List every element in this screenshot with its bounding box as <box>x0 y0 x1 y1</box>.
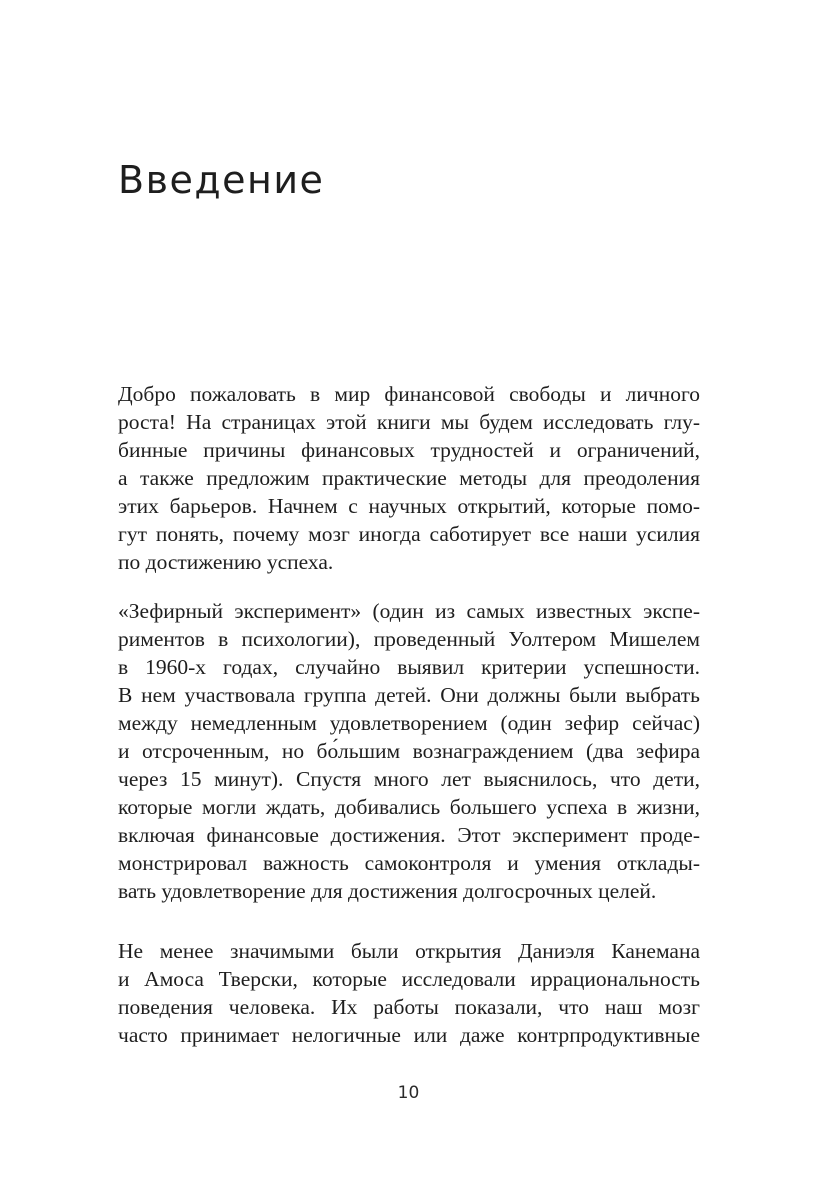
text-line: бинные причины финансовых трудностей и ограничений, <box>118 438 700 462</box>
text-line: вать удовлетворение для достижения долгосрочных целей. <box>118 879 657 903</box>
text-line: которые могли ждать, добивались большего успеха в жизни, <box>118 795 700 819</box>
text-line: часто принимает нелогичные или даже контрпродуктивные <box>118 1023 700 1047</box>
paragraph-1 <box>118 380 700 576</box>
text-line: Добро пожаловать в мир финансовой свободы и личного <box>118 382 700 406</box>
text-line: а также предложим практические методы для преодоления <box>118 466 700 490</box>
text-line: включая финансовые достижения. Этот эксперимент проде- <box>118 823 700 847</box>
chapter-heading: Введение <box>118 158 325 202</box>
text-line: «Зефирный эксперимент» (один из самых известных экспе- <box>118 599 700 623</box>
text-line: между немедленным удовлетворением (один зефир сейчас) <box>118 711 700 735</box>
text-line: в 1960-х годах, случайно выявил критерии успешности. <box>118 655 700 679</box>
text-line: через 15 минут). Спустя много лет выяснилось, что дети, <box>118 767 700 791</box>
text-line: поведения человека. Их работы показали, что наш мозг <box>118 995 700 1019</box>
text-line: и Амоса Тверски, которые исследовали иррациональность <box>118 967 700 991</box>
text-line: роста! На страницах этой книги мы будем исследовать глу- <box>118 410 700 434</box>
text-line: В нем участвовала группа детей. Они должны были выбрать <box>118 683 700 707</box>
text-line: монстрировал важность самоконтроля и умения отклады- <box>118 851 700 875</box>
text-line: риментов в психологии), проведенный Уолтером Мишелем <box>118 627 700 651</box>
text-line: и отсроченным, но бо́льшим вознаграждением (два зефира <box>118 739 700 763</box>
paragraph-3 <box>118 937 700 1049</box>
text-line: этих барьеров. Начнем с научных открытий, которые помо- <box>118 494 700 518</box>
text-line: по достижению успеха. <box>118 550 334 574</box>
page-number: 10 <box>397 1083 420 1103</box>
text-line: гут понять, почему мозг иногда саботирует все наши усилия <box>118 522 700 546</box>
paragraph-2 <box>118 597 700 905</box>
text-line: Не менее значимыми были открытия Даниэля Канемана <box>118 939 700 963</box>
